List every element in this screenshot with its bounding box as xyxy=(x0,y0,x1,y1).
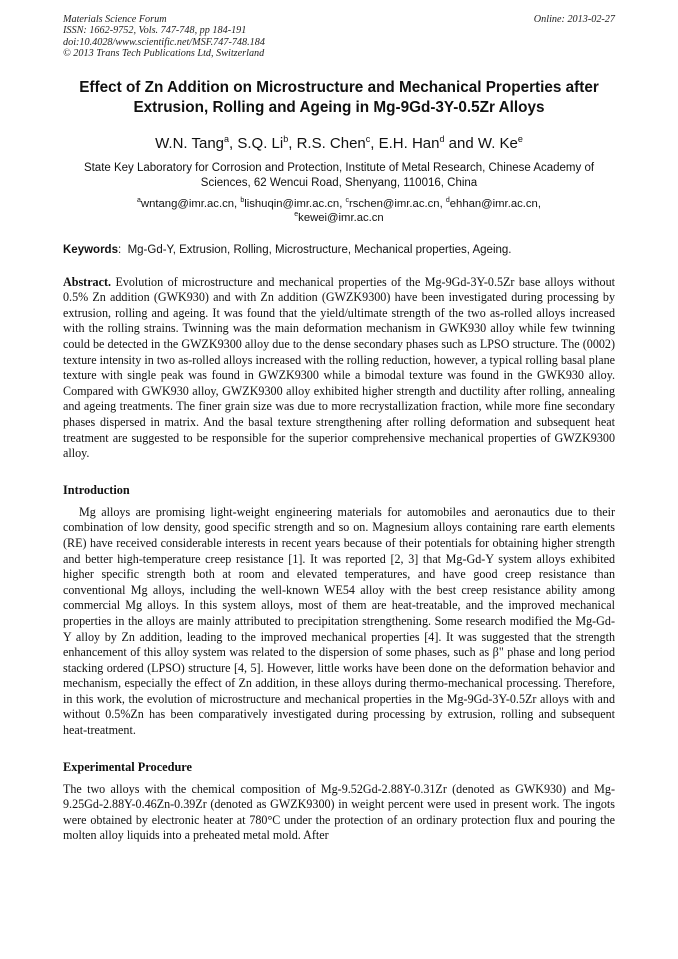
author-mark: b xyxy=(283,133,289,144)
email-list xyxy=(63,197,615,225)
issn-line: ISSN: 1662-9752, Vols. 747-748, pp 184-191 xyxy=(63,25,247,37)
author-name: R.S. Chen xyxy=(296,134,366,152)
email-mark: a xyxy=(137,196,141,204)
email-address[interactable]: kewei@imr.ac.cn xyxy=(298,211,384,224)
paper-page xyxy=(63,14,615,844)
email-separator: , xyxy=(339,197,346,210)
author-name: W. Ke xyxy=(477,134,518,152)
abstract xyxy=(63,275,615,462)
experimental-paragraph: The two alloys with the chemical composition of Mg-9.52Gd-2.88Y-0.31Zr (denoted as GWK930) and Mg-9.25Gd-2.88Y-0.46Zn-0.39Zr (denoted as GWZK9300) in weight percent were used in present work. The ingots were obtained by electronic heater at 780°C under the protection of an ordinary protection flux and pouring the molten alloy liquids into a preheated metal mold. After xyxy=(63,781,615,843)
author-mark: a xyxy=(224,133,230,144)
doi-line: doi:10.4028/www.scientific.net/MSF.747-748.184 xyxy=(63,36,265,48)
journal-name: Materials Science Forum xyxy=(63,14,167,25)
keywords-text: Mg-Gd-Y, Extrusion, Rolling, Microstructure, Mechanical properties, Ageing. xyxy=(127,243,512,256)
abstract-label: Abstract. xyxy=(63,274,112,289)
online-date: Online: 2013-02-27 xyxy=(533,14,615,25)
email-address[interactable]: ehhan@imr.ac.cn xyxy=(449,197,538,210)
author-mark: d xyxy=(439,133,445,144)
keywords-label: Keywords xyxy=(63,243,118,256)
email-mark: e xyxy=(294,210,299,218)
email-mark: c xyxy=(345,196,349,204)
journal-header xyxy=(63,14,615,60)
keywords: Keywords: Mg-Gd-Y, Extrusion, Rolling, Microstructure, Mechanical properties, Ageing. xyxy=(63,243,512,256)
email-mark: d xyxy=(445,196,450,204)
author-separator: , xyxy=(288,134,297,152)
section-heading-experimental: Experimental Procedure xyxy=(63,759,192,774)
email-separator: , xyxy=(537,197,541,210)
author-name: S.Q. Li xyxy=(237,134,284,152)
author-separator: , xyxy=(370,134,379,152)
email-separator: , xyxy=(439,197,446,210)
author-mark: c xyxy=(365,133,371,144)
author-list xyxy=(63,135,615,152)
author-name: E.H. Han xyxy=(378,134,440,152)
email-address[interactable]: rschen@imr.ac.cn xyxy=(348,197,440,210)
author-separator: , xyxy=(229,134,238,152)
author-separator: and xyxy=(444,134,478,152)
introduction-paragraph: Mg alloys are promising light-weight engineering materials for automobiles and aeronautics due to their combination of low density, good specific strength and so on. Magnesium alloys containing rare earth elements (RE) have received considerable interests in recent years because of their potentials for obtaining higher strength and better high-temperature creep resistance [1]. It was reported [2, 3] that Mg-Gd-Y system alloys exhibited higher specific strength both at room and elevated temperatures, and have good creep resistance than conventional Mg alloys, including the well-known WE54 alloy with the best creep resistance ability among commercial Mg alloys. In this system alloys, most of them are heat-treatable, and the improved mechanical properties in the alloys are mainly attributed to precipitation strengthening. Some research modified the Mg-Gd-Y alloy by Zn addition, leading to the improved mechanical properties [4]. It was suggested that the strength enhancement of this alloy system was related to the dispersion of some phases, such as β" phase and long period stacking ordered (LPSO) structure [4, 5]. However, little works have been done on the deformation behavior and mechanism, especially the effect of Zn addition, in these alloys during thermo-mechanical processing. Therefore, in this work, the evolution of microstructure and mechanical properties in the Mg-9Gd-3Y-0.5Zr alloys with and without 0.5%Zn has been comparatively investigated during processing by extrusion, rolling and subsequent heat-treatment. xyxy=(63,504,615,738)
email-address[interactable]: lishuqin@imr.ac.cn xyxy=(244,197,340,210)
paper-title: Effect of Zn Addition on Microstructure and Mechanical Properties after Extrusion, Rolling and Ageing in Mg-9Gd-3Y-0.5Zr Alloys xyxy=(79,78,599,116)
affiliation: State Key Laboratory for Corrosion and Protection, Institute of Metal Research, Chinese Academy of Sciences, 62 Wencui Road, Shenyang, 110016, China xyxy=(83,161,595,189)
section-heading-introduction: Introduction xyxy=(63,482,130,497)
email-separator: , xyxy=(234,197,241,210)
author-mark: e xyxy=(517,133,523,144)
email-address[interactable]: wntang@imr.ac.cn xyxy=(140,197,235,210)
copyright-line: © 2013 Trans Tech Publications Ltd, Switzerland xyxy=(63,48,265,60)
email-mark: b xyxy=(240,196,245,204)
author-name: W.N. Tang xyxy=(155,134,224,152)
abstract-text: Evolution of microstructure and mechanical properties of the Mg-9Gd-3Y-0.5Zr base alloys without 0.5% Zn addition (GWK930) and with Zn addition (GWZK9300) have been investigated during processing by extrusion, rolling and ageing. It was found that the yield/ultimate strength of the two as-rolled alloys increased with the rolling strains. Twinning was the main deformation mechanism in GWK930 alloy while few twinning could be detected in the GWZK9300 alloy due to the dense secondary phases such as LPSO structure. The (0002) texture intensity in two as-rolled alloys increased with the rolling reduction, however, a typical rolling basal plane texture with single peak was found in GWZK9300 while a bimodal texture was found in the GWK930 alloy. Compared with GWK930 alloy, GWZK9300 alloy exhibited higher strength and ductility after rolling, annealing and ageing treatments. The finer grain size was due to more recrystallization fraction, while more fine secondary phases dispersed in matrix. And the basal texture strengthening after rolling deformation and subsequent heat treatment are suggested to be responsible for the superior comprehensive mechanical properties of GWZK9300 alloy. xyxy=(63,274,615,461)
